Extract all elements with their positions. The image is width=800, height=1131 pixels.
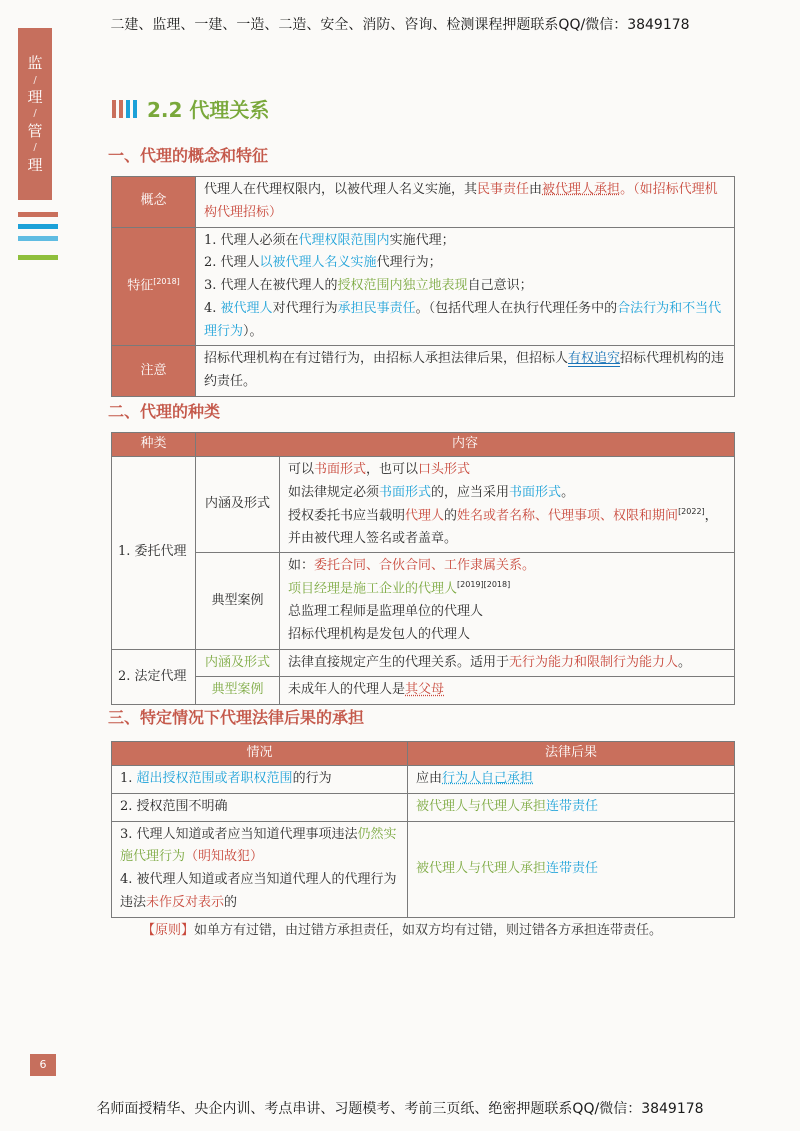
emph-green: 被代理人与代理人承担 xyxy=(416,798,547,814)
table-concept xyxy=(111,176,735,397)
emph-green: 项目经理是施工企业的代理人 xyxy=(288,581,458,597)
emph-red: 被代理人承担 xyxy=(542,182,621,197)
principle-note xyxy=(142,919,662,938)
case-line: 总监理工程师是监理单位的代理人 xyxy=(288,604,484,620)
cell-result xyxy=(408,793,735,821)
text: 应由 xyxy=(416,771,443,786)
case-line xyxy=(288,578,726,601)
feature-line xyxy=(204,275,726,298)
heading-part2: 二、代理的种类 xyxy=(108,402,221,421)
label-feature xyxy=(112,227,196,346)
cell-situation xyxy=(112,766,408,794)
side-tab-char: 管 xyxy=(27,121,43,140)
text: 自己意识； xyxy=(467,278,533,293)
emph-red: 代理人 xyxy=(405,507,445,523)
text: 1. 代理人必须在 xyxy=(204,232,299,248)
side-tab-char: 监 xyxy=(27,54,43,73)
text: 如法律规定必须 xyxy=(288,484,380,500)
heading-part1: 一、代理的概念和特征 xyxy=(108,146,269,165)
side-stripe-green xyxy=(18,255,58,260)
principle-tag: 【原则】 xyxy=(142,923,195,938)
form-line xyxy=(288,505,726,551)
text: 由 xyxy=(529,182,543,197)
text: 的，应当采用 xyxy=(431,484,510,500)
text: 未成年人的代理人是 xyxy=(288,682,406,698)
side-tab-sep: / xyxy=(33,108,37,120)
situation-line xyxy=(120,869,399,915)
emph-blue: 以被代理人名义实施 xyxy=(259,255,377,271)
emph-blue: 行为人自己承担 xyxy=(442,771,534,786)
emph-blue: 代理权限范围内 xyxy=(298,232,390,248)
page-number: 6 xyxy=(30,1054,56,1076)
emph-blue: 书面形式 xyxy=(509,484,562,500)
emph-blue: 连带责任 xyxy=(546,860,599,876)
year-tag: [2018] xyxy=(153,276,180,286)
side-tab-sep: / xyxy=(33,74,37,86)
row-feature xyxy=(112,227,735,346)
text: 代理人在代理权限内，以被代理人名义实施，其 xyxy=(204,182,478,197)
text: 授权委托书应当载明 xyxy=(288,507,406,523)
col-content: 内容 xyxy=(196,433,735,457)
row-entrusted-cases xyxy=(112,553,735,649)
cell-result xyxy=(408,766,735,794)
emph-blue: 承担民事责任 xyxy=(337,300,416,316)
row-entrusted-form xyxy=(112,457,735,553)
feature-line xyxy=(204,230,726,253)
text: 的 xyxy=(224,894,238,910)
side-tab-char: 理 xyxy=(27,155,43,174)
feature-line xyxy=(204,252,726,275)
sub-form: 内涵及形式 xyxy=(196,457,280,553)
header-row xyxy=(112,742,735,766)
text: 法律直接规定产生的代理关系。适用于 xyxy=(288,654,510,670)
emph-blue: 连带责任 xyxy=(546,798,599,814)
cell-entrusted-cases xyxy=(280,553,735,649)
section-title xyxy=(112,94,269,123)
text: 的 xyxy=(444,507,458,523)
side-stripe-red xyxy=(18,212,58,217)
sub-cases: 典型案例 xyxy=(196,677,280,705)
side-tab-sep: / xyxy=(33,142,37,153)
row-note xyxy=(112,346,735,397)
year-tag: [2019][2018] xyxy=(457,580,511,590)
side-stripe-blue-2 xyxy=(18,236,58,241)
emph-red: 委托合同、合伙合同、工作隶属关系。 xyxy=(314,558,536,574)
emph-red: （明知故犯） xyxy=(185,849,264,865)
row-2 xyxy=(112,793,735,821)
emph-red: 姓名或者名称、代理事项、权限和期间 xyxy=(457,507,679,523)
text: 。（包括代理人在执行代理任务中的 xyxy=(415,300,618,316)
section-title-text: 2.2 代理关系 xyxy=(147,98,270,122)
section-bars-icon xyxy=(112,100,137,118)
emph-red: 口头形式 xyxy=(418,462,471,477)
text: 招标代理机构在有过错行为，由招标人承担法律后果，但招标人 xyxy=(204,351,569,367)
emph-red: 其父母 xyxy=(405,682,445,698)
text: 2. 代理人 xyxy=(204,255,260,271)
emph-blue: 书面形式 xyxy=(379,484,432,500)
emph-underline: 有权追究 xyxy=(568,351,621,367)
cell-concept xyxy=(196,177,735,228)
emph-blue: 合法行为和不当代理行为 xyxy=(204,300,722,339)
label-concept: 概念 xyxy=(112,177,196,228)
cell-result xyxy=(408,821,735,917)
text: 4. xyxy=(204,300,221,316)
form-line xyxy=(288,459,726,482)
kind-statutory: 2. 法定代理 xyxy=(112,649,196,705)
col-situation: 情况 xyxy=(112,742,408,766)
emph-blue: 被代理人 xyxy=(220,300,273,316)
text: 1. xyxy=(120,771,137,786)
emph-red: 书面形式 xyxy=(314,462,367,477)
header-row xyxy=(112,433,735,457)
text: 。 xyxy=(678,654,692,670)
form-line xyxy=(288,482,726,505)
header-banner: 二建、监理、一建、一造、二造、安全、消防、咨询、检测课程押题联系QQ/微信：3849178 xyxy=(110,17,690,33)
text: 3. 代理人知道或者应当知道代理事项违法 xyxy=(120,826,358,842)
col-kind: 种类 xyxy=(112,433,196,457)
row-statutory-cases xyxy=(112,677,735,705)
case-line xyxy=(288,555,726,578)
text: ，也可以 xyxy=(366,462,419,477)
label-note: 注意 xyxy=(112,346,196,397)
situation-line xyxy=(120,824,399,870)
cell-situation xyxy=(112,821,408,917)
emph-green: 授权范围内独立地表现 xyxy=(337,278,468,293)
emph-blue: 超出授权范围或者职权范围 xyxy=(136,771,293,786)
text: 的行为 xyxy=(292,771,332,786)
emph-green: 仍然实施代理行为 xyxy=(120,826,397,865)
side-chapter-tab xyxy=(18,28,52,200)
sub-cases: 典型案例 xyxy=(196,553,280,649)
text: 。 xyxy=(561,484,575,500)
row-3-4 xyxy=(112,821,735,917)
row-1 xyxy=(112,766,735,794)
row-statutory-form xyxy=(112,649,735,677)
year-tag: [2022] xyxy=(678,506,705,516)
heading-part3: 三、特定情况下代理法律后果的承担 xyxy=(108,708,365,727)
text: 4. 被代理人知道或者应当知道代理人的代理行为违法 xyxy=(120,872,397,910)
side-tab-char: 理 xyxy=(27,88,43,106)
side-stripe-blue xyxy=(18,224,58,229)
text: ）。 xyxy=(243,323,263,339)
text: ，并由被代理人签名或者盖章。 xyxy=(288,507,718,546)
cell-situation: 2. 授权范围不明确 xyxy=(112,793,408,821)
footer-banner: 名师面授精华、央企内训、考点串讲、习题模考、考前三页纸、绝密押题联系QQ/微信：3849178 xyxy=(96,1101,704,1117)
text: 如： xyxy=(288,558,315,574)
text: 对代理行为 xyxy=(272,300,338,316)
emph-red: 无行为能力和限制行为能力人 xyxy=(509,654,679,670)
col-result: 法律后果 xyxy=(408,742,735,766)
sub-form: 内涵及形式 xyxy=(196,649,280,677)
cell-entrusted-form xyxy=(280,457,735,553)
cell-statutory-form xyxy=(280,649,735,677)
cell-statutory-cases xyxy=(280,677,735,705)
emph-red: 民事责任 xyxy=(477,182,530,197)
emph-green: 被代理人与代理人承担 xyxy=(416,860,547,876)
text: 代理行为； xyxy=(376,255,442,271)
feature-line xyxy=(204,298,726,344)
emph-red: 。（如招标代理机构代理招标） xyxy=(204,182,718,220)
cell-note xyxy=(196,346,735,397)
emph-red: 未作反对表示 xyxy=(146,894,225,910)
row-concept xyxy=(112,177,735,228)
table-consequences xyxy=(111,741,735,918)
case-line: 招标代理机构是发包人的代理人 xyxy=(288,626,471,642)
table-agency-types xyxy=(111,432,735,705)
text: 3. 代理人在被代理人的 xyxy=(204,278,338,293)
cell-feature xyxy=(196,227,735,346)
label-text: 特征 xyxy=(127,278,154,294)
kind-entrusted: 1. 委托代理 xyxy=(112,457,196,650)
text: 招标代理机构的违约责任。 xyxy=(204,351,725,389)
principle-text: 如单方有过错，由过错方承担责任，如双方均有过错，则过错各方承担连带责任。 xyxy=(194,923,663,938)
text: 实施代理； xyxy=(389,232,455,248)
text: 可以 xyxy=(288,462,315,477)
